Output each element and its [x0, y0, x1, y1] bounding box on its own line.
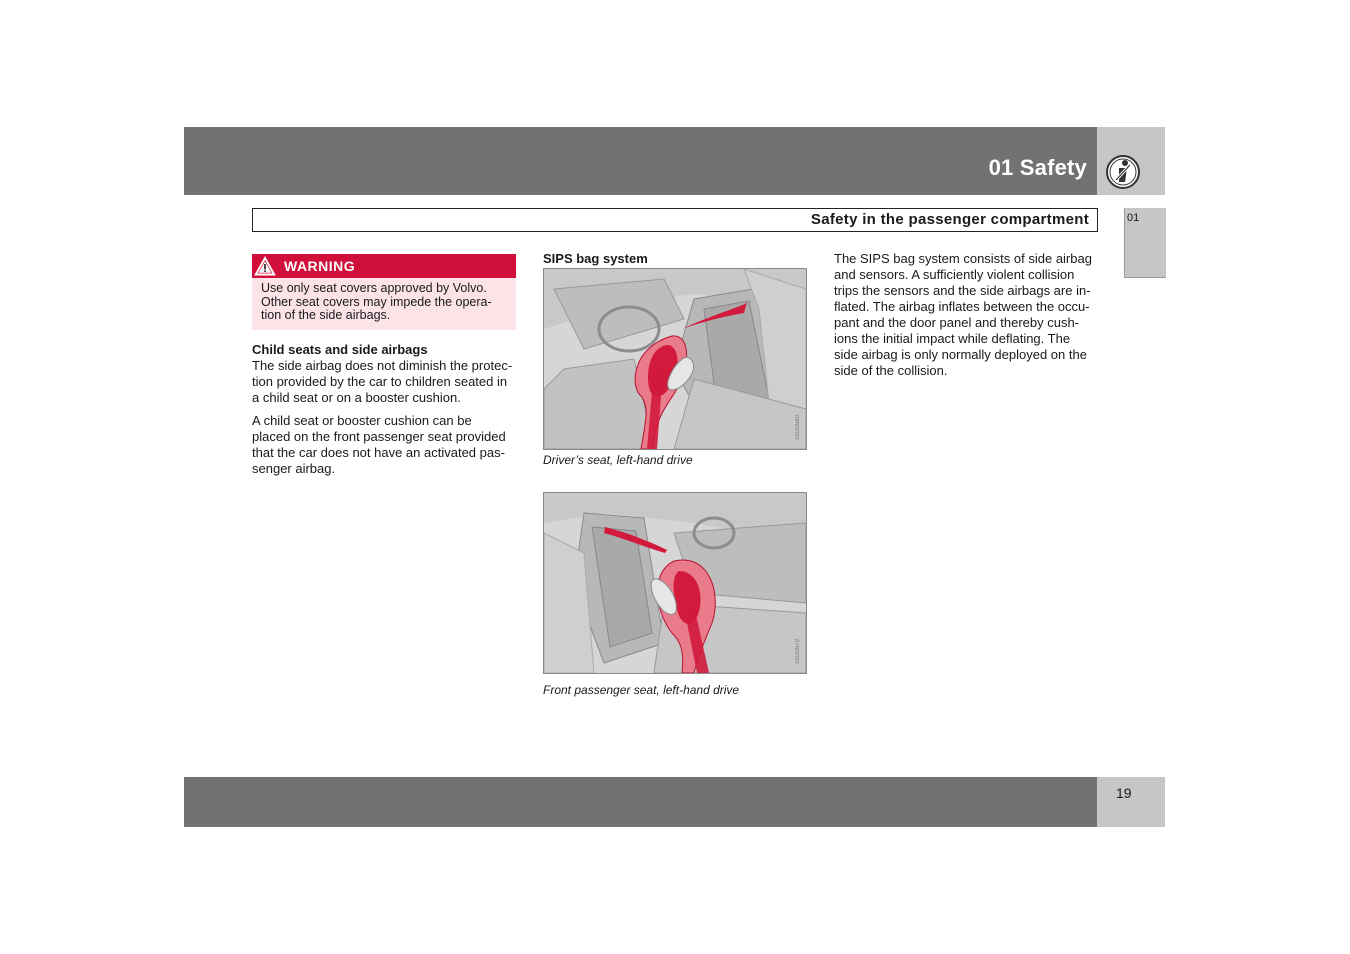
sips-heading: SIPS bag system [543, 251, 648, 266]
child-seats-paragraph-1 [252, 358, 522, 406]
chapter-header-bar [184, 127, 1097, 195]
passenger-seat-illustration [543, 492, 807, 674]
chapter-tab[interactable] [1124, 208, 1166, 278]
warning-body [252, 278, 516, 330]
seatbelt-icon [1105, 154, 1141, 190]
warning-text [261, 282, 509, 323]
drivers-seat-illustration [543, 268, 807, 450]
figure-caption: Driver’s seat, left-hand drive [543, 453, 693, 467]
text-line: The side airbag does not diminish the protec- [252, 358, 513, 373]
figure-code: G020580 [795, 415, 801, 440]
text-line: ions the initial impact while deflating. The [834, 331, 1071, 346]
child-seats-paragraph-2 [252, 413, 522, 477]
section-title: Safety in the passenger compartment [810, 211, 1089, 228]
warning-triangle-icon [254, 255, 276, 277]
text-line: flated. The airbag inflates between the occu- [834, 299, 1090, 314]
chapter-title: 01 Safety [988, 155, 1087, 180]
text-line: senger airbag. [252, 461, 336, 476]
page-number: 19 [1116, 785, 1132, 801]
sips-description [834, 251, 1099, 379]
warning-header [252, 254, 516, 278]
text-line: side airbag is only normally deployed on the [834, 347, 1087, 362]
section-header [252, 208, 1098, 232]
page-number-panel [1097, 777, 1165, 827]
figure-caption: Front passenger seat, left-hand drive [543, 683, 740, 697]
text-line: The SIPS bag system consists of side airbag [834, 251, 1092, 266]
figure-code: G020579 [795, 639, 801, 664]
text-line: placed on the front passenger seat provided [252, 429, 506, 444]
text-line: trips the sensors and the side airbags are in- [834, 283, 1091, 298]
text-line: tion provided by the car to children seated in [252, 374, 508, 389]
child-seats-heading: Child seats and side airbags [252, 342, 428, 357]
warning-line: Other seat covers may impede the opera- [261, 294, 492, 309]
text-line: pant and the door panel and thereby cush- [834, 315, 1080, 330]
text-line: side of the collision. [834, 363, 948, 378]
text-line: that the car does not have an activated pas- [252, 445, 505, 460]
text-line: and sensors. A sufficiently violent collision [834, 267, 1075, 282]
warning-line: Use only seat covers approved by Volvo. [261, 281, 487, 295]
text-line: a child seat or on a booster cushion. [252, 390, 461, 405]
chapter-tab-label: 01 [1127, 212, 1140, 224]
warning-line: tion of the side airbags. [261, 308, 391, 322]
footer-bar [184, 777, 1097, 827]
warning-label: WARNING [284, 258, 356, 274]
text-line: A child seat or booster cushion can be [252, 413, 472, 428]
